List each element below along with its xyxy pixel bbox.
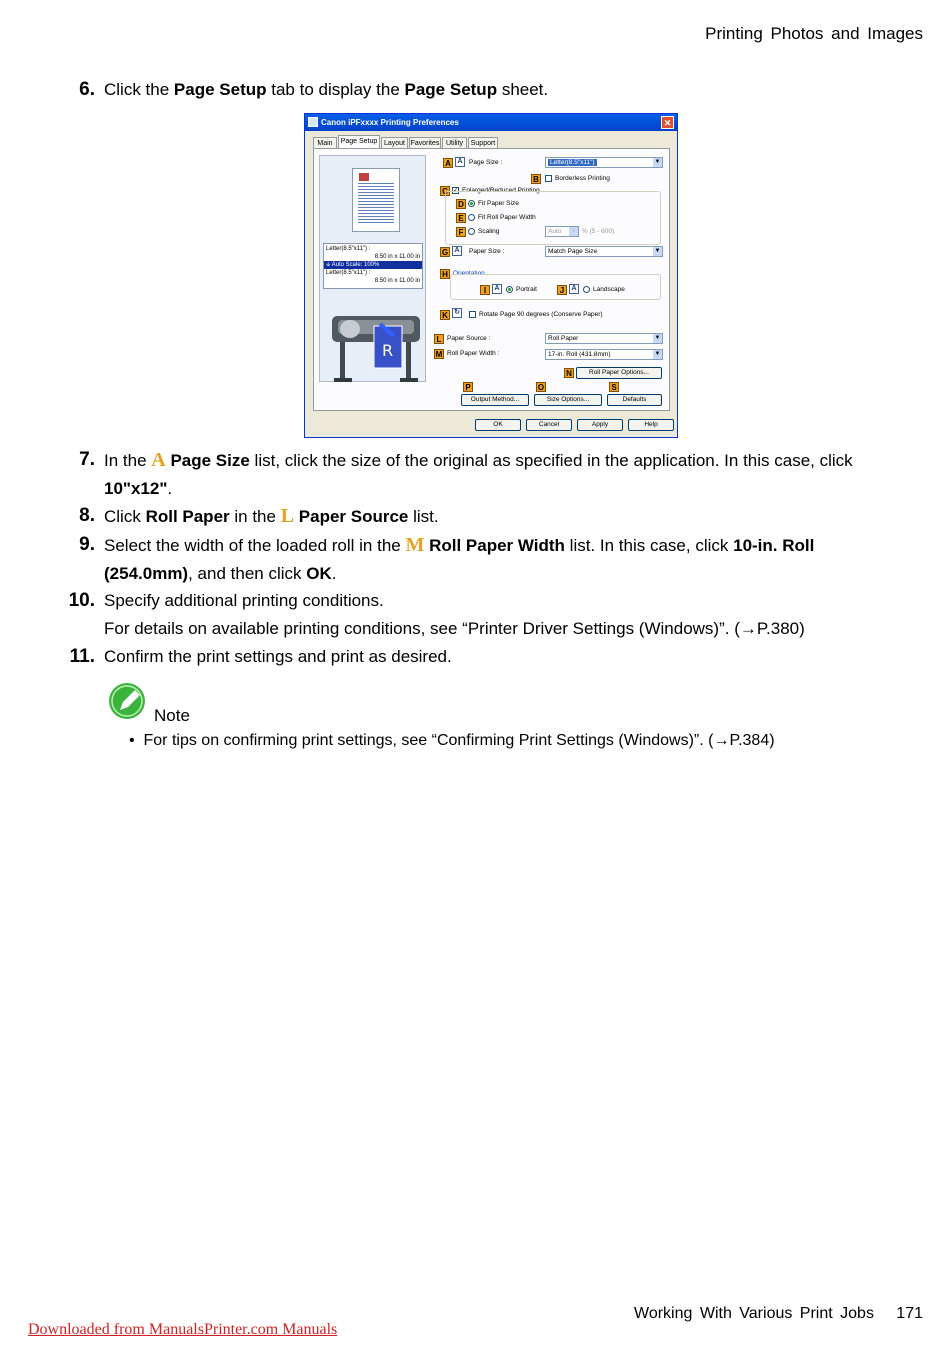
running-footer: Working With Various Print Jobs 171: [634, 1305, 923, 1322]
marker-i: I: [480, 285, 490, 295]
tab-utility[interactable]: Utility: [442, 137, 467, 148]
close-button[interactable]: ✕: [661, 116, 674, 129]
rotate-icon: ↻: [452, 308, 462, 318]
info-line: 8.50 in x 11.00 in: [374, 254, 420, 260]
step-text: Confirm the print settings and print as desired.: [104, 647, 452, 666]
marker-j: J: [557, 285, 567, 295]
chevron-down-icon: ▼: [654, 248, 661, 254]
svg-text:R: R: [382, 341, 394, 360]
marker-p: P: [463, 382, 473, 392]
portrait-label: Portrait: [516, 286, 537, 293]
step-text: Click Roll Paper in the L Paper Source list.: [104, 505, 439, 527]
tab-main[interactable]: Main: [313, 137, 337, 148]
dialog-title-bar: [305, 114, 677, 131]
note-label: Note: [154, 706, 190, 725]
scaling-range: % (5 - 600): [582, 228, 615, 235]
step-text: In the A Page Size list, click the size of the original as specified in the application. In this case, click 10"x12".: [104, 449, 853, 498]
step-number: 8.: [79, 505, 95, 526]
borderless-checkbox[interactable]: [545, 175, 552, 182]
note-pencil-icon: [108, 682, 148, 720]
defaults-button[interactable]: Defaults: [607, 394, 662, 406]
tab-favorites[interactable]: Favorites: [409, 137, 441, 148]
step-number: 10.: [68, 590, 95, 611]
fit-paper-label: Fit Paper Size: [478, 200, 519, 207]
page-preview-image: [352, 168, 400, 232]
scaling-stepper[interactable]: Auto ↕: [545, 226, 579, 237]
marker-e: E: [456, 213, 466, 223]
landscape-radio[interactable]: [583, 286, 590, 293]
marker-h: H: [440, 269, 450, 279]
marker-c: C: [440, 186, 450, 196]
fit-roll-radio[interactable]: [468, 214, 475, 221]
page-size-select[interactable]: Letter(8.5"x11") ▼: [545, 157, 663, 168]
marker-m: M: [435, 350, 443, 359]
scaling-label: Scaling: [478, 228, 500, 235]
marker-k: K: [440, 310, 450, 320]
printing-preferences-dialog: [304, 113, 678, 438]
paper-size-select[interactable]: Match Page Size ▼: [545, 246, 663, 257]
tab-page-setup[interactable]: Page Setup: [338, 135, 380, 148]
step-text: Specify additional printing conditions. For details on available printing conditions, see “Printer Driver Settings (Windows)”. (→P.380): [104, 591, 805, 638]
marker-f: F: [456, 227, 466, 237]
marker-o: O: [537, 383, 545, 392]
scaling-radio[interactable]: [468, 228, 475, 235]
output-method-button[interactable]: Output Method...: [461, 394, 529, 406]
printer-illustration: [330, 304, 422, 384]
marker-g: G: [441, 248, 449, 257]
step-number: 6.: [79, 79, 95, 100]
marker-a: A: [443, 158, 453, 168]
preview-pane: [319, 155, 426, 382]
info-line: Letter(8.5"x11") :: [326, 270, 371, 276]
page-size-icon: A: [455, 157, 465, 167]
auto-scale-line: 🡫 Auto Scale: 100%: [324, 261, 422, 269]
orientation-label: Orientation: [453, 270, 485, 277]
paper-size-icon: A: [452, 246, 462, 256]
tab-support[interactable]: Support: [468, 137, 498, 148]
marker-n: N: [564, 368, 574, 378]
fit-roll-label: Fit Roll Paper Width: [478, 214, 536, 221]
chevron-down-icon: ▼: [654, 335, 661, 341]
step-text: Select the width of the loaded roll in the M Roll Paper Width list. In this case, click 10-in. Roll (254.0mm), and then click OK.: [104, 534, 815, 583]
size-info-box: [323, 243, 423, 289]
cancel-button[interactable]: Cancel: [526, 419, 572, 431]
marker-l: L: [434, 334, 444, 344]
landscape-label: Landscape: [593, 286, 625, 293]
ok-button[interactable]: OK: [475, 419, 521, 431]
printer-icon: [308, 117, 318, 127]
marker-d: D: [456, 199, 466, 209]
enlarged-checkbox[interactable]: ✓: [453, 188, 459, 194]
roll-width-select[interactable]: 17-in. Roll (431.8mm) ▼: [545, 349, 663, 360]
size-options-button[interactable]: Size Options...: [534, 394, 602, 406]
enlarged-label: Enlarged/Reduced Printing: [462, 187, 540, 194]
portrait-icon: A: [492, 284, 502, 294]
roll-paper-options-button[interactable]: Roll Paper Options...: [576, 367, 662, 379]
step-text: Click the Page Setup tab to display the Page Setup sheet.: [104, 80, 549, 99]
step-number: 7.: [79, 449, 95, 470]
chevron-down-icon: ▼: [654, 159, 661, 165]
paper-size-label: Paper Size :: [469, 248, 505, 255]
download-link[interactable]: Downloaded from ManualsPrinter.com Manuals: [28, 1321, 338, 1338]
page-size-label: Page Size :: [469, 159, 503, 166]
chevron-down-icon: ▼: [654, 351, 661, 357]
portrait-radio[interactable]: [506, 286, 513, 293]
fit-paper-radio[interactable]: [468, 200, 475, 207]
info-line: Letter(8.5"x11") :: [326, 246, 371, 252]
step-number: 11.: [69, 646, 95, 667]
rotate-checkbox[interactable]: [469, 311, 476, 318]
landscape-icon: A: [569, 284, 579, 294]
note-bullet: • For tips on confirming print settings, see “Confirming Print Settings (Windows)”. (→P.384): [129, 732, 775, 749]
paper-source-select[interactable]: Roll Paper ▼: [545, 333, 663, 344]
borderless-label: Borderless Printing: [555, 175, 610, 182]
tab-layout[interactable]: Layout: [381, 137, 408, 148]
page-setup-panel: [313, 148, 670, 411]
apply-button[interactable]: Apply: [577, 419, 623, 431]
marker-s: S: [609, 382, 619, 392]
roll-width-label: Roll Paper Width :: [447, 350, 500, 357]
rotate-label: Rotate Page 90 degrees (Conserve Paper): [479, 311, 603, 318]
help-button[interactable]: Help: [628, 419, 674, 431]
step-number: 9.: [79, 534, 95, 555]
paper-source-label: Paper Source :: [447, 335, 491, 342]
running-header: Printing Photos and Images: [705, 24, 923, 43]
info-line: 8.50 in x 11.00 in: [374, 278, 420, 284]
dialog-title: Canon iPFxxxx Printing Preferences: [321, 118, 459, 127]
marker-b: B: [531, 174, 541, 184]
